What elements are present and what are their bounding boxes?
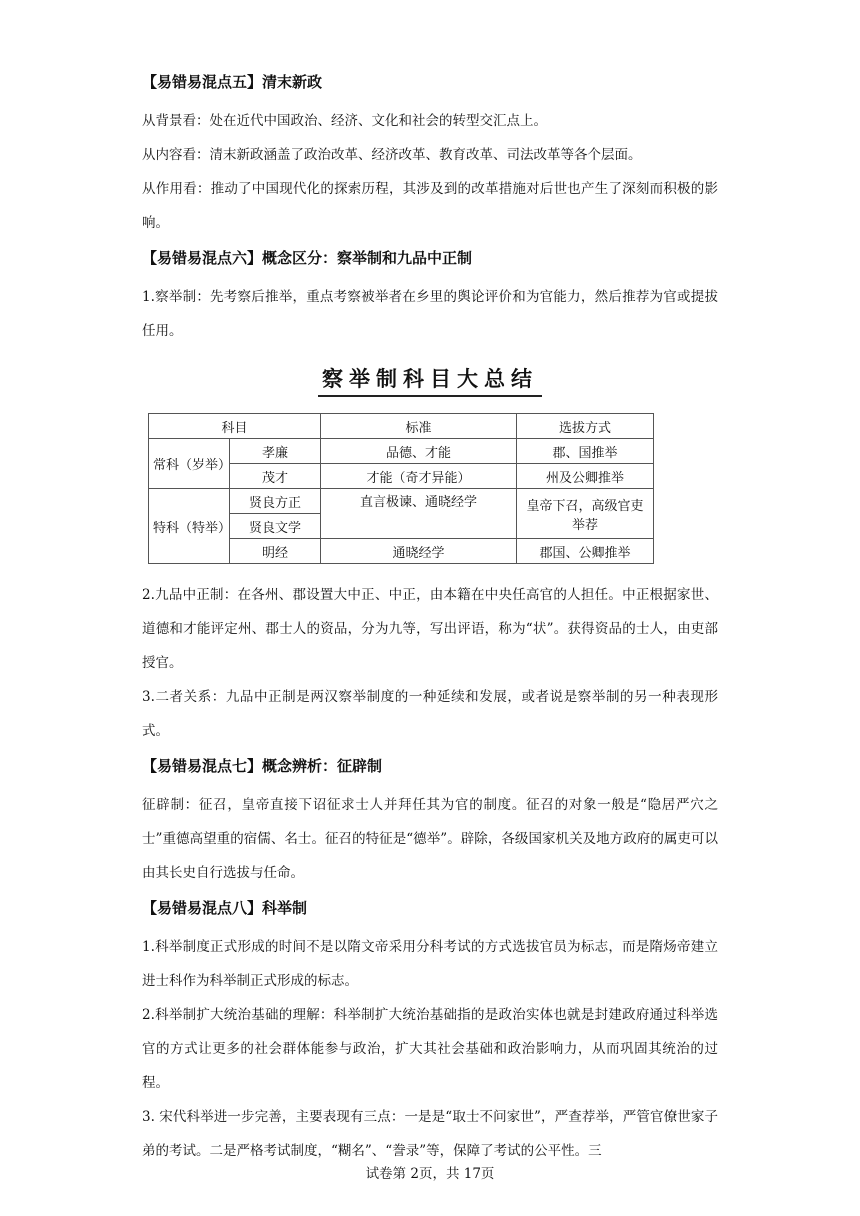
table-cell: 品德、才能 [321, 439, 517, 464]
table-cell: 常科（岁举） [149, 439, 230, 489]
section8-paragraph-2: 2.科举制扩大统治基础的理解：科举制扩大统治基础指的是政治实体也就是封建政府通过科举选官的方式让更多的社会群体能参与政治，扩大其社会基础和政治影响力，从而巩固其统治的过程。 [142, 1007, 718, 1091]
table-row [149, 489, 654, 514]
table-header-cell: 标准 [321, 414, 517, 439]
table-cell: 才能（奇才异能） [321, 464, 517, 489]
table-cell: 孝廉 [230, 439, 321, 464]
table-cell: 直言极谏、通晓经学 [321, 489, 517, 539]
section7-paragraph-1: 征辟制：征召，皇帝直接下诏征求士人并拜任其为官的制度。征召的对象一般是“隐居严穴之士”重德高望重的宿儒、名士。征召的特征是“德举”。辟除，各级国家机关及地方政府的属吏可以由其长史自行选拔与任命。 [142, 797, 718, 881]
figure-title [142, 366, 718, 397]
table-row [149, 439, 654, 464]
section8-paragraph-3: 3. 宋代科举进一步完善，主要表现有三点：一是是“取士不问家世”，严查荐举，严管官僚世家子弟的考试。二是严格考试制度，“糊名”、“誊录”等，保障了考试的公平性。三 [142, 1109, 718, 1159]
table-cell: 郡国、公卿推举 [517, 539, 654, 564]
section8-paragraph-1: 1.科举制度正式形成的时间不是以隋文帝采用分科考试的方式选拔官员为标志，而是隋炀帝建立进士科作为科举制正式形成的标志。 [142, 939, 718, 989]
table-cell: 贤良方正 [230, 489, 321, 514]
section5-paragraph-1: 从背景看：处在近代中国政治、经济、文化和社会的转型交汇点上。 [142, 113, 547, 129]
table-cell: 郡、国推举 [517, 439, 654, 464]
figure-title-text: 察举制科目大总结 [318, 366, 542, 397]
section6-heading: 【易错易混点六】概念区分：察举制和九品中正制 [142, 249, 473, 267]
section5-heading: 【易错易混点五】清末新政 [142, 73, 323, 91]
section8-heading: 【易错易混点八】科举制 [142, 899, 308, 917]
table-header-cell: 科目 [149, 414, 321, 439]
section7-heading: 【易错易混点七】概念辨析：征辟制 [142, 757, 383, 775]
table-header-cell: 选拔方式 [517, 414, 654, 439]
table-cell: 茂才 [230, 464, 321, 489]
section6-paragraph-2: 2.九品中正制：在各州、郡设置大中正、中正，由本籍在中央任高官的人担任。中正根据家世、道德和才能评定州、郡士人的资品，分为九等，写出评语，称为“状”。获得资品的士人，由吏部授官。 [142, 587, 718, 671]
section5-paragraph-2: 从内容看：清末新政涵盖了政治改革、经济改革、教育改革、司法改革等各个层面。 [142, 147, 642, 163]
page-footer: 试卷第 2页，共 17页 [365, 1166, 495, 1182]
table-header-row [149, 414, 654, 439]
table-cell: 明经 [230, 539, 321, 564]
table-cell: 特科（特举） [149, 489, 230, 564]
table-cell: 贤良文学 [230, 514, 321, 539]
table-cell: 皇帝下召，高级官吏举荐 [517, 489, 654, 539]
section6-paragraph-3: 3.二者关系：九品中正制是两汉察举制度的一种延续和发展，或者说是察举制的另一种表现形式。 [142, 689, 718, 739]
table-cell: 通晓经学 [321, 539, 517, 564]
chaju-subject-table [148, 413, 654, 564]
table-cell: 州及公卿推举 [517, 464, 654, 489]
section6-paragraph-1: 1.察举制：先考察后推举，重点考察被举者在乡里的舆论评价和为官能力，然后推荐为官或提拔任用。 [142, 289, 718, 339]
section5-paragraph-3: 从作用看：推动了中国现代化的探索历程，其涉及到的改革措施对后世也产生了深刻而积极的影响。 [142, 181, 718, 231]
